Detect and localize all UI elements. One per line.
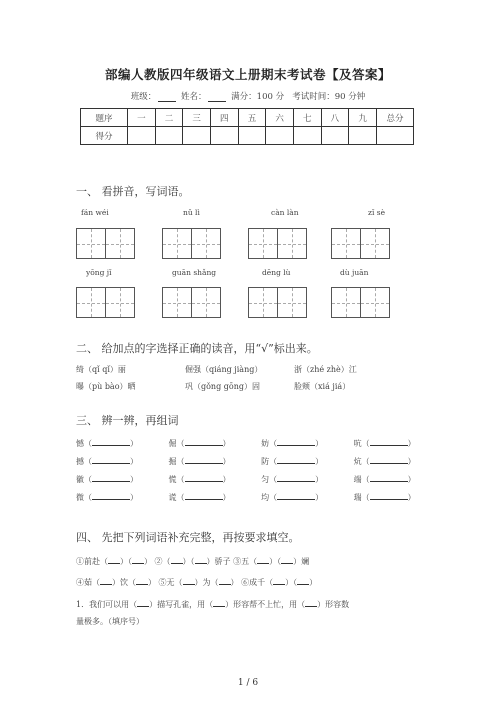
answer-blank[interactable] xyxy=(370,455,408,464)
score-header-cell: 总分 xyxy=(377,109,414,127)
char-label: 妨 xyxy=(261,439,270,448)
answer-blank[interactable] xyxy=(273,576,285,585)
class-blank xyxy=(158,92,176,102)
idiom-text: ） ⑥成千（ xyxy=(230,578,274,587)
answer-blank[interactable] xyxy=(92,455,130,464)
answer-blank[interactable] xyxy=(305,598,317,607)
answer-blank[interactable] xyxy=(185,437,223,446)
answer-blank[interactable] xyxy=(277,437,315,446)
answer-blank[interactable] xyxy=(277,491,315,500)
pinyin-label: càn làn xyxy=(271,208,299,217)
idiom-text: ④茹（ xyxy=(76,578,100,587)
answer-blank[interactable] xyxy=(370,473,408,482)
answer-blank[interactable] xyxy=(183,576,195,585)
idiom-text: ）（ xyxy=(285,578,298,587)
char-label: 防 xyxy=(261,457,270,466)
score-header-cell: 六 xyxy=(266,109,294,127)
answer-blank[interactable] xyxy=(92,473,130,482)
char-label: 端 xyxy=(353,475,362,484)
idiom-text: ）（ xyxy=(269,557,282,566)
answer-blank[interactable] xyxy=(213,598,225,607)
pinyin-label: dēng lù xyxy=(262,268,291,277)
reading-item[interactable]: 脸颊（xiá jiá） xyxy=(294,382,351,391)
answer-blank[interactable] xyxy=(370,437,408,446)
score-table-row xyxy=(81,127,414,145)
question-text: ）形容帮不上忙，用（ xyxy=(225,600,306,609)
idiom-text: ） xyxy=(309,578,318,587)
question-1-continued: 量极多。（填序号） xyxy=(76,617,144,626)
score-table-header xyxy=(81,109,414,127)
word-group-row: 微（ ） 谎（ ） 均（ ） 瑞（ ） xyxy=(76,493,416,502)
writing-grid[interactable] xyxy=(248,228,307,259)
answer-blank[interactable] xyxy=(281,555,293,564)
answer-blank[interactable] xyxy=(219,576,231,585)
idiom-text: ）（ xyxy=(120,557,132,566)
idiom-line xyxy=(76,555,309,567)
answer-blank[interactable] xyxy=(257,555,269,564)
score-cell[interactable] xyxy=(349,127,377,145)
score-header-cell: 题序 xyxy=(81,109,128,127)
answer-blank[interactable] xyxy=(297,576,309,585)
class-label: 班级： xyxy=(130,92,157,102)
char-label: 掘 xyxy=(168,457,177,466)
score-cell[interactable] xyxy=(183,127,211,145)
char-label: 匀 xyxy=(261,475,270,484)
pinyin-label: dù juān xyxy=(340,268,369,277)
score-cell[interactable] xyxy=(155,127,183,145)
score-cell[interactable] xyxy=(377,127,414,145)
idiom-text: ） ②（ xyxy=(144,557,171,566)
char-label: 谎 xyxy=(168,493,177,502)
score-header-cell: 二 xyxy=(155,109,183,127)
char-label: 瑞 xyxy=(353,493,362,502)
score-cell[interactable] xyxy=(321,127,349,145)
section2-heading: 二、 给加点的字选择正确的读音，用“√”标出来。 xyxy=(76,342,318,355)
pinyin-label: yōng jǐ xyxy=(86,268,112,277)
score-header-cell: 一 xyxy=(128,109,156,127)
char-label: 炕 xyxy=(353,457,362,466)
writing-grid[interactable] xyxy=(248,287,307,318)
question-text: 1．我们可以用（ xyxy=(76,600,138,609)
answer-blank[interactable] xyxy=(195,555,207,564)
question-text: ）描写孔雀，用（ xyxy=(149,600,214,609)
full-score: 满分：100 分 xyxy=(231,92,285,102)
pinyin-label: fán wéi xyxy=(81,208,109,217)
idiom-line xyxy=(76,576,317,588)
score-table xyxy=(80,108,414,145)
char-label: 慌 xyxy=(168,475,177,484)
pinyin-label: zǐ sè xyxy=(368,208,386,217)
char-label: 均 xyxy=(261,493,270,502)
reading-item[interactable]: 倔强（qiáng jiàng） xyxy=(185,365,263,374)
answer-blank[interactable] xyxy=(277,455,315,464)
answer-blank[interactable] xyxy=(137,598,149,607)
char-label: 徽 xyxy=(76,475,84,484)
answer-blank[interactable] xyxy=(277,473,315,482)
score-cell[interactable] xyxy=(293,127,321,145)
score-cell[interactable] xyxy=(238,127,266,145)
page-title: 部编人教版四年级语文上册期末考试卷【及答案】 xyxy=(104,67,391,82)
score-header-cell: 五 xyxy=(238,109,266,127)
score-cell[interactable] xyxy=(128,127,156,145)
answer-blank[interactable] xyxy=(171,555,183,564)
exam-time: 考试时间：90 分钟 xyxy=(292,92,366,102)
answer-blank[interactable] xyxy=(185,455,223,464)
answer-blank[interactable] xyxy=(185,491,223,500)
pinyin-label: guān shǎng xyxy=(172,268,217,277)
writing-grid[interactable] xyxy=(331,228,390,259)
question-text: ）形容数 xyxy=(317,600,350,609)
score-header-cell: 七 xyxy=(293,109,321,127)
char-label: 微 xyxy=(76,493,84,502)
score-cell[interactable] xyxy=(266,127,294,145)
char-label: 撼 xyxy=(76,457,84,466)
writing-grid[interactable] xyxy=(76,287,135,318)
writing-grid[interactable] xyxy=(76,228,135,259)
answer-blank[interactable] xyxy=(100,576,112,585)
idiom-text: ）饮（ xyxy=(112,578,136,587)
answer-blank[interactable] xyxy=(92,437,130,446)
idiom-text: ）骄子 ③五（ xyxy=(206,557,258,566)
section3-heading: 三、 辨一辨，再组词 xyxy=(76,414,179,427)
char-label: 憾 xyxy=(76,439,84,448)
section1-heading: 一、 看拼音，写词语。 xyxy=(76,185,190,198)
pinyin-label: nǔ lì xyxy=(183,208,200,217)
char-label: 吭 xyxy=(353,439,362,448)
score-header-cell: 八 xyxy=(321,109,349,127)
writing-grid[interactable] xyxy=(162,287,221,318)
idiom-text: ） ⑤无（ xyxy=(148,578,183,587)
name-label: 姓名： xyxy=(180,92,207,102)
score-header-cell: 四 xyxy=(210,109,238,127)
answer-blank[interactable] xyxy=(132,555,144,564)
idiom-text: ）斓 xyxy=(293,557,310,566)
page-number: 1 / 6 xyxy=(237,678,259,688)
word-group-row: 憾（ ） 倔（ ） 妨（ ） 吭（ ） xyxy=(76,439,416,448)
reading-item[interactable]: 曝（pù bào）晒 xyxy=(76,382,136,391)
writing-grid[interactable] xyxy=(331,287,390,318)
reading-item[interactable]: 绮（qǐ qǐ）丽 xyxy=(76,365,126,374)
answer-blank[interactable] xyxy=(370,491,408,500)
answer-blank[interactable] xyxy=(185,473,223,482)
score-header-cell: 九 xyxy=(349,109,377,127)
char-label: 倔 xyxy=(168,439,177,448)
answer-blank[interactable] xyxy=(108,555,120,564)
reading-item[interactable]: 浙（zhé zhè）江 xyxy=(294,365,357,374)
idiom-text: ）为（ xyxy=(194,578,219,587)
question-1 xyxy=(76,598,349,610)
name-blank xyxy=(208,92,226,102)
exam-info xyxy=(0,90,496,102)
answer-blank[interactable] xyxy=(92,491,130,500)
section4-heading: 四、 先把下列词语补充完整，再按要求填空。 xyxy=(76,531,300,544)
score-row-label: 得分 xyxy=(81,127,128,145)
score-cell[interactable] xyxy=(210,127,238,145)
idiom-text: ）（ xyxy=(182,557,195,566)
word-group-row: 撼（ ） 掘（ ） 防（ ） 炕（ ） xyxy=(76,457,416,466)
answer-blank[interactable] xyxy=(136,576,148,585)
idiom-text: ①前赴（ xyxy=(76,557,108,566)
writing-grid[interactable] xyxy=(162,228,221,259)
reading-item[interactable]: 巩（gǒng gōng）固 xyxy=(185,382,260,391)
word-group-row: 徽（ ） 慌（ ） 匀（ ） 端（ ） xyxy=(76,475,416,484)
score-header-cell: 三 xyxy=(183,109,211,127)
